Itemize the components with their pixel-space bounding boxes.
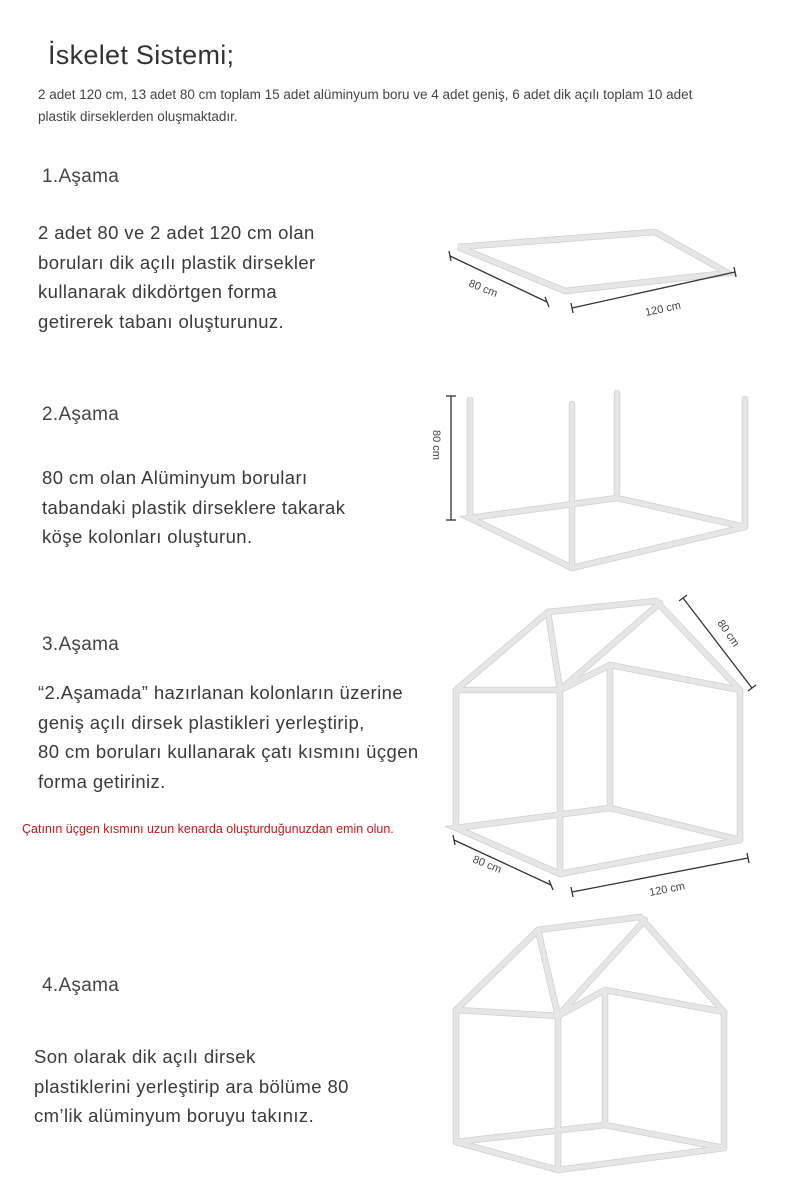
step-3-line: geniş açılı dirsek plastikleri yerleştirip, (38, 711, 365, 733)
step-4-complete-frame-diagram (456, 917, 724, 1170)
dimension-label: 80 cm (430, 430, 442, 460)
step-1-line: kullanarak dikdörtgen forma (38, 281, 278, 302)
step-1-base-frame-diagram (449, 232, 736, 319)
step-2-columns-diagram (430, 393, 745, 568)
step-1-line: 2 adet 80 ve 2 adet 120 cm olan (38, 222, 315, 243)
step-3-title: 3.Aşama (42, 634, 120, 655)
step-4-line: cm’lik alüminyum boruyu takınız. (34, 1105, 315, 1126)
step-1-line: getirerek tabanı oluşturunuz. (38, 310, 285, 332)
step-4-line: plastiklerini yerleştirip ara bölüme 80 (34, 1075, 349, 1097)
dimension-label: 120 cm (644, 299, 682, 319)
dimension-label: 80 cm (466, 277, 500, 301)
step-3-line: forma getiriniz. (38, 770, 166, 792)
step-3-line: 80 cm boruları kullanarak çatı kısmını üçgen (38, 741, 419, 762)
intro-text: 2 adet 120 cm, 13 adet 80 cm toplam 15 adet alüminyum boru ve 4 adet geniş, 6 adet dik açılı toplam 10 adet plastik dirseklerden oluşmaktadır. (38, 87, 693, 124)
dimension-label: 80 cm (470, 853, 504, 877)
step-2-line: köşe kolonları oluşturun. (42, 526, 253, 547)
step-2-line: 80 cm olan Alüminyum boruları (42, 467, 308, 488)
step-2-title: 2.Aşama (42, 404, 120, 425)
warning-note: Çatının üçgen kısmını uzun kenarda oluşturduğunuzdan emin olun. (22, 822, 394, 836)
dimension-label: 120 cm (648, 880, 686, 899)
step-4-title: 4.Aşama (42, 975, 120, 996)
dimension-label: 80 cm (714, 617, 742, 650)
step-3-line: “2.Aşamada” hazırlanan kolonların üzerine (38, 682, 404, 703)
page-title: İskelet Sistemi; (48, 40, 235, 70)
step-2-line: tabandaki plastik dirseklere takarak (42, 496, 346, 518)
step-4-line: Son olarak dik açılı dirsek (34, 1046, 256, 1067)
step-1-title: 1.Aşama (42, 166, 120, 187)
step-3-roof-diagram (453, 595, 756, 899)
step-1-line: boruları dik açılı plastik dirsekler (38, 251, 316, 273)
